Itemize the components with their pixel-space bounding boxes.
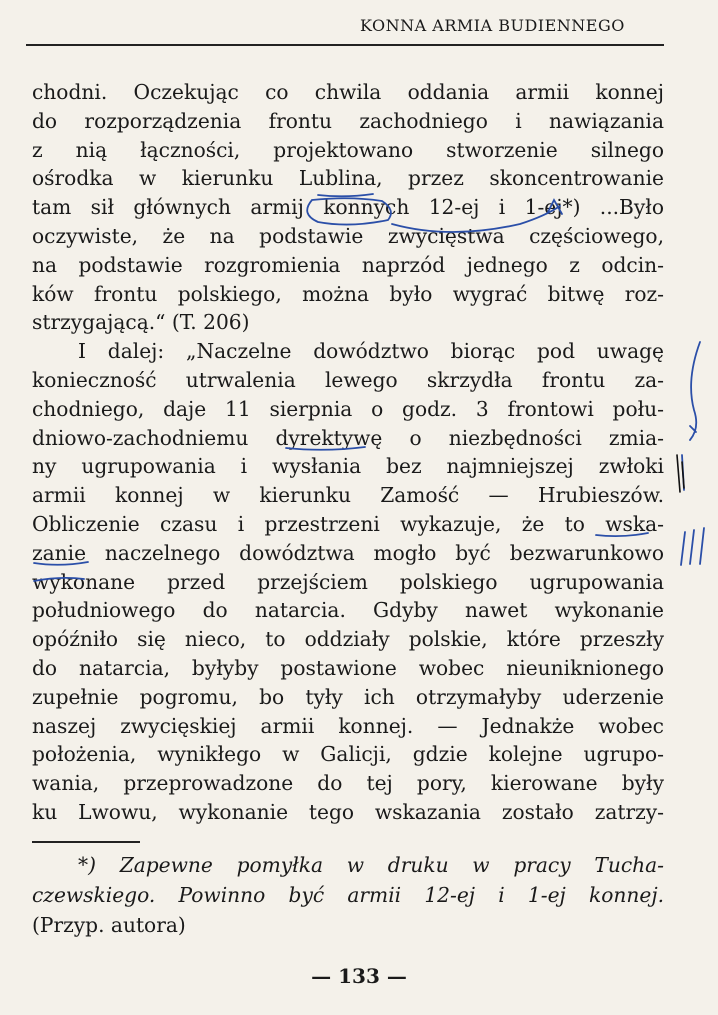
text-line: opóźniło się nieco, to oddziały polskie, które przeszły	[32, 627, 664, 652]
footnote-rule	[32, 841, 140, 843]
text-line: ków frontu polskiego, można było wygrać bitwę roz-	[32, 281, 664, 306]
text-line: armii konnej w kierunku Zamość — Hrubieszów.	[32, 483, 664, 508]
pen-margin-bar	[690, 530, 694, 564]
page-number: — 133 —	[311, 964, 407, 988]
pen-margin-mark	[690, 426, 696, 432]
text-line: ośrodka w kierunku Lublina, przez skoncentrowanie	[32, 166, 664, 191]
text-line: położenia, wynikłego w Galicji, gdzie kolejne ugrupo-	[32, 742, 664, 767]
text-line: dniowo-zachodniemu dyrektywę o niezbędności zmia-	[32, 425, 664, 450]
text-line: do rozporządzenia frontu zachodniego i nawiązania	[32, 108, 664, 133]
main-text	[32, 78, 664, 827]
pen-margin-bar	[681, 532, 685, 565]
header-rule	[26, 44, 664, 46]
footnote-line: *) Zapewne pomyłka w druku w pracy Tucha-	[78, 853, 664, 877]
text-line: wania, przeprowadzone do tej pory, kierowane były	[32, 771, 664, 796]
text-line: do natarcia, byłyby postawione wobec nieuniknionego	[32, 655, 664, 680]
text-line: konieczność utrwalenia lewego skrzydła frontu za-	[32, 367, 664, 392]
text-line: naszej zwycięskiej armii konnej. — Jednakże wobec	[32, 713, 664, 738]
footnote	[32, 850, 664, 940]
ink-margin-bar	[677, 455, 680, 492]
footnote-line: czewskiego. Powinno być armii 12-ej i 1-ej konnej.	[32, 883, 664, 907]
text-line: Obliczenie czasu i przestrzeni wykazuje, że to wska-	[32, 511, 664, 536]
text-line: chodni. Oczekując co chwila oddania armii konnej	[32, 80, 664, 104]
pen-margin-bar	[682, 455, 684, 490]
text-line: ku Lwowu, wykonanie tego wskazania zostało zatrzy-	[32, 799, 664, 824]
text-line: południowego do natarcia. Gdyby nawet wykonanie	[32, 598, 664, 623]
text-line: chodniego, daje 11 sierpnia o godz. 3 frontowi połu-	[32, 396, 664, 421]
pen-margin-bar	[700, 528, 704, 564]
running-header: KONNA ARMIA BUDIENNEGO	[360, 16, 625, 35]
text-line: zanie naczelnego dowództwa mogło być bezwarunkowo	[32, 540, 664, 565]
text-line: zupełnie pogromu, bo tyły ich otrzymałyby uderzenie	[32, 684, 664, 709]
text-line: ny ugrupowania i wysłania bez najmniejszej zwłoki	[32, 454, 664, 479]
text-line: tam sił głównych armij konnych 12-ej i 1-ej*) ...Było	[32, 195, 664, 220]
footnote-line: (Przyp. autora)	[32, 913, 186, 937]
text-line: wykonane przed przejściem polskiego ugrupowania	[32, 569, 664, 594]
text-line: I dalej: „Naczelne dowództwo biorąc pod uwagę	[78, 339, 664, 364]
text-line: na podstawie rozgromienia naprzód jednego z odcin-	[32, 252, 664, 277]
ink-margin-bar	[682, 462, 684, 488]
pen-margin-brace	[690, 342, 700, 440]
text-line: z nią łączności, projektowano stworzenie silnego	[32, 137, 664, 162]
text-line: strzygającą.“ (T. 206)	[32, 310, 250, 335]
text-line: oczywiste, że na podstawie zwycięstwa częściowego,	[32, 223, 664, 248]
